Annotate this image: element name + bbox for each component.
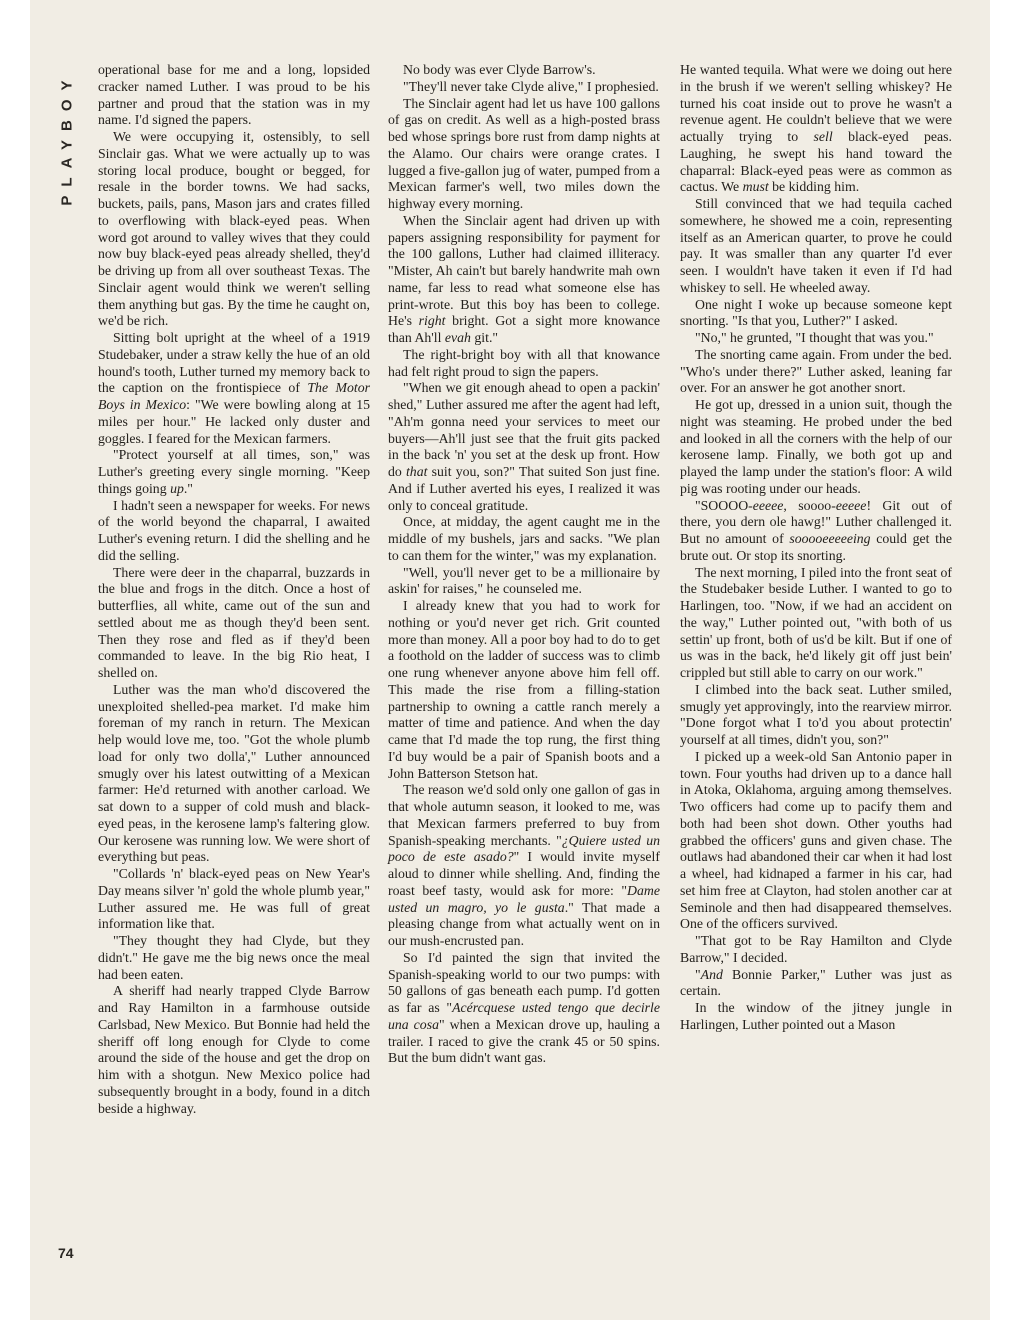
italic-text: sooooeeeeeing [789,531,871,546]
text-run: There were deer in the chaparral, buzzards in the blue and frogs in the ditch. Once a host of butterflies, all white, came out of the sun and settled about me as though they'd been sent. Then they rose and fled as if they'd been commanded to leave. In the big Rio heat, I shelled on. [98,564,370,680]
text-run: I climbed into the back seat. Luther smiled, smugly yet approvingly, into the rearview mirror. "Done forgot what I to'd you about protectin' yourself at all times, didn't you, son?" [680,681,952,747]
italic-text: right [418,313,446,329]
text-run: The right-bright boy with all that knowance had felt right proud to sign the papers. [388,346,660,379]
text-run: "No," he grunted, "I thought that was you." [695,330,934,345]
body-paragraph [98,330,370,447]
text-run: ." That made a pleasing change from what actually went on in our mush-encrusted pan. [388,899,661,948]
text-run: "They'll never take Clyde alive," I prophesied. [403,78,659,94]
text-run: I already knew that you had to work for nothing or you'd never get rich. Grit counted more than money. All a poor boy had to do to get a foothold on the ladder of success was to climb one rung whenever anyone above him fell off. This made the rise from a filling-station partnership to owning a cattle ranch merely a matter of time and patience. And when the day came that I'd made the top rung, the first thing I'd buy would be a pair of Spanish boots and a John Batterson Stetson hat. [388,598,660,781]
body-paragraph [680,749,952,933]
body-paragraph [388,79,660,96]
body-paragraph [98,565,370,682]
body-paragraph [98,498,370,565]
italic-text: ¿Quiere usted un poco de este asado? [388,832,660,865]
text-run: When the Sinclair agent had driven up with papers assigning responsibility for payment for the 100 gallons, Luther had claimed illiteracy. "Mister, Ah cain't but barely handwrite mah own name, far less to read what someone else has print-wrote. But this boy has been to college. He's [388,212,660,329]
text-run: He wanted tequila. What were we doing out here in the brush if we weren't selling whiskey? He turned his coat inside out to prove he wasn't a revenue agent. He couldn't believe that we were actually trying to [680,62,952,144]
text-run: " when a Mexican drove up, hauling a trailer. I raced to give the crank 45 or 50 spins. But the bum didn't want gas. [388,1016,660,1066]
text-run: A sheriff had nearly trapped Clyde Barrow and Ray Hamilton in a farmhouse outside Carlsbad, New Mexico. But Bonnie had held the sheriff off long enough for Clyde to come around the side of the house and get the drop on him with a shotgun. New Mexico police had subsequently brought in a body, found in a ditch beside a highway. [98,983,370,1116]
body-paragraph [680,498,952,565]
text-run: "That got to be Ray Hamilton and Clyde Barrow," I decided. [680,933,952,965]
text-run: In the window of the jitney jungle in Harlingen, Luther pointed out a Mason [680,1000,952,1032]
italic-text: eeeee [752,497,784,513]
text-run: could get the brute out. Or stop its snorting. [680,531,952,563]
body-paragraph [98,983,370,1117]
italic-text: sell [813,129,833,144]
text-run: "They thought they had Clyde, but they didn't." He gave me the big news once the meal had been eaten. [98,933,370,982]
text-run: He got up, dressed in a union suit, though the night was steaming. He probed under the bed and looked in all the corners with the help of our kerosene lamp. Finally, we both got up and played the lamp under the station's floor: A wild pig was rooting under our heads. [680,397,952,496]
text-run: "SOOOO- [695,497,753,513]
text-run: Sitting bolt upright at the wheel of a 1919 Studebaker, under a straw kelly the hue of an old hound's tooth, Luther turned my memory back to the caption on the frontispiece of [98,330,370,396]
page-margin-right [990,0,1020,1320]
text-run: We were occupying it, ostensibly, to sell Sinclair gas. What we were actually up to was storing local produce, bought or begged, for resale in the border towns. We had sacks, buckets, pails, pans, Mason jars and crates filled to overflowing with black-eyed peas. When word got around to valley wives that they could now buy black-eyed peas already shelled, they'd be driving up from all over southeast Texas. The Sinclair agent would think we weren't selling them anything but gas. By the time he caught on, we'd be rich. [98,129,370,329]
text-run: "Collards 'n' black-eyed peas on New Year's Day means silver 'n' gold the whole plumb year," Luther assured me. He was full of great information like that. [98,866,370,932]
text-run: git." [470,330,499,345]
text-run: ." [183,480,193,496]
italic-text: must [742,179,769,195]
body-paragraph [680,330,952,347]
text-column-1 [98,62,370,1117]
text-run: The reason we'd sold only one gallon of gas in that whole autumn season, it looked to me, was that Mexican farmers preferred to buy from Spanish-speaking merchants. " [388,782,660,848]
body-paragraph [680,196,952,297]
italic-text: Dame usted un magro, yo le gusta [388,882,660,915]
body-paragraph [680,682,952,749]
text-run: Still convinced that we had tequila cached somewhere, he showed me a coin, representing itself as an American quarter, to prove he could pay. It was smaller than any quarter I'd ever seen. I wouldn't have taken it even if I'd had whiskey to sell. He wheeled away. [680,196,952,295]
text-run: One night I woke up because someone kept snorting. "Is that you, Luther?" I asked. [680,296,952,329]
italic-text: evah [444,330,471,345]
text-run: suit you, son?" That suited Son just fine. And if Luther averted his eyes, I realized it was only to conceal gratitude. [388,464,661,513]
page-margin-left [0,0,30,1320]
text-column-2 [388,62,660,1067]
italic-text: up [170,480,184,496]
body-paragraph [388,213,660,347]
body-paragraph [98,129,370,330]
body-paragraph [388,62,660,79]
body-paragraph [98,447,370,497]
body-paragraph [388,96,660,213]
text-run: Once, at midday, the agent caught me in the middle of my bushels, jars and sacks. "We plan to can them for the winter," was my explanation. [388,514,660,563]
text-run: The Sinclair agent had let us have 100 gallons of gas on credit. As well as a high-posted brass bed whose springs bore rust from damp nights at the Alamo. Our chairs were orange crates. I lugged a five-gallon jug of water, pumped from a Mexican farmer's well, two miles down the highway every morning. [388,95,660,211]
body-paragraph [388,782,660,950]
italic-text: And [700,966,723,982]
body-paragraph [680,1000,952,1034]
text-run: " I would invite myself aloud to dinner while shelling. And, finding the roast beef tasty, would ask for more: " [388,849,660,898]
body-paragraph [680,933,952,967]
body-paragraph [680,347,952,397]
body-paragraph [680,967,952,1001]
text-run: " [695,966,701,982]
text-run: "When we git enough ahead to open a packin' shed," Luther assured me after the agent had left, "Ah'm gonna need your services to meet our buyers—Ah'll just see that the fruit gits packed in the back 'n' you set at the desk up front. How do [388,380,660,479]
text-run: I picked up a week-old San Antonio paper in town. Four youths had driven up to a dance hall in Atoka, Oklahoma, arguing among themselves. Two officers had come up to pacify them and both had been shot down. Other youths had grabbed the officers' guns and given chase. The outlaws had abandoned their car when it had lost a wheel, had kidnaped a farmer in his car, had set him free at Clayton, had stolen another car at Seminole and then had disappeared themselves. One of the officers survived. [680,748,952,932]
body-paragraph [388,514,660,564]
body-paragraph [388,347,660,381]
body-paragraph [680,297,952,331]
body-paragraph [680,62,952,196]
italic-text: eeeee [835,497,867,513]
italic-text: Acércquese usted tengo que decirle una cosa [388,1000,660,1032]
page-number: 74 [58,1245,74,1261]
text-run: operational base for me and a long, lopsided cracker named Luther. I was proud to be his partner and proud that the station was in my name. I'd signed the papers. [98,62,370,128]
text-run: Luther was the man who'd discovered the unexploited shelled-pea market. I'd make him foreman of my ranch in return. The Mexican help would love me, too. "Got the whole plumb load for only two dolla'," Luther announced smugly over his latest outwitting of a Mexican farmer: He'd returned with another carload. We sat down to a supper of cold mush and black-eyed peas, in the kerosene lamp's faltering glow. Our kerosene was running low. We were short of everything but peas. [98,681,370,865]
text-run: So I'd painted the sign that invited the Spanish-speaking world to our two pumps: with 50 gallons of gas beneath each pump. I'd gotten as far as " [388,949,660,1015]
italic-text: The Motor Boys in Mexico [98,380,371,412]
text-run: "Well, you'll never get to be a millionaire by askin' for raises," he counseled me. [388,564,660,597]
body-paragraph [680,397,952,498]
text-run: The next morning, I piled into the front seat of the Studebaker beside Luther. I wanted to go to Harlingen, too. "Now, if we had an accident on the way," Luther pointed out, "with both of us settin' up front, both of us'd be kilt. But if one of us was in the back, he'd likely git off just bein' crippled but still able to carry on our work." [680,564,952,680]
text-run: "Protect yourself at all times, son," was Luther's greeting every single morning. "Keep things going [98,447,370,496]
italic-text: that [405,464,428,479]
text-run: ! Git out of there, you dern ole hawg!" Luther challenged it. But no amount of [680,497,952,546]
text-run: bright. Got a sight more knowance than Ah'll [388,313,660,345]
body-paragraph [388,565,660,599]
text-column-3 [680,62,952,1034]
text-run: Bonnie Parker," Luther was just as certain. [680,966,952,999]
body-paragraph [98,933,370,983]
body-paragraph [98,866,370,933]
body-paragraph [388,950,660,1067]
text-run: black-eyed peas. Laughing, he swept his hand toward the chaparral: Black-eyed peas were as common as cactus. We [680,129,952,195]
text-run: , soooo- [783,497,836,513]
body-paragraph [680,565,952,682]
body-paragraph [98,62,370,129]
text-run: : "We were bowling along at 15 miles per hour." He lacked only duster and goggles. I feared for the Mexican farmers. [98,397,370,446]
body-paragraph [98,682,370,866]
masthead [54,58,80,218]
text-run: The snorting came again. From under the bed. "Who's under there?" Luther asked, leaning far over. For an answer he got another snort. [680,346,952,396]
body-paragraph [388,598,660,782]
text-run: be kidding him. [768,179,860,195]
text-run: No body was ever Clyde Barrow's. [403,62,596,77]
text-run: I hadn't seen a newspaper for weeks. For news of the world beyond the chaparral, I awaited Luther's evening return. I did the shelling and he did the selling. [98,497,370,563]
body-paragraph [388,380,660,514]
masthead-label: PLAYBOY [58,70,76,206]
